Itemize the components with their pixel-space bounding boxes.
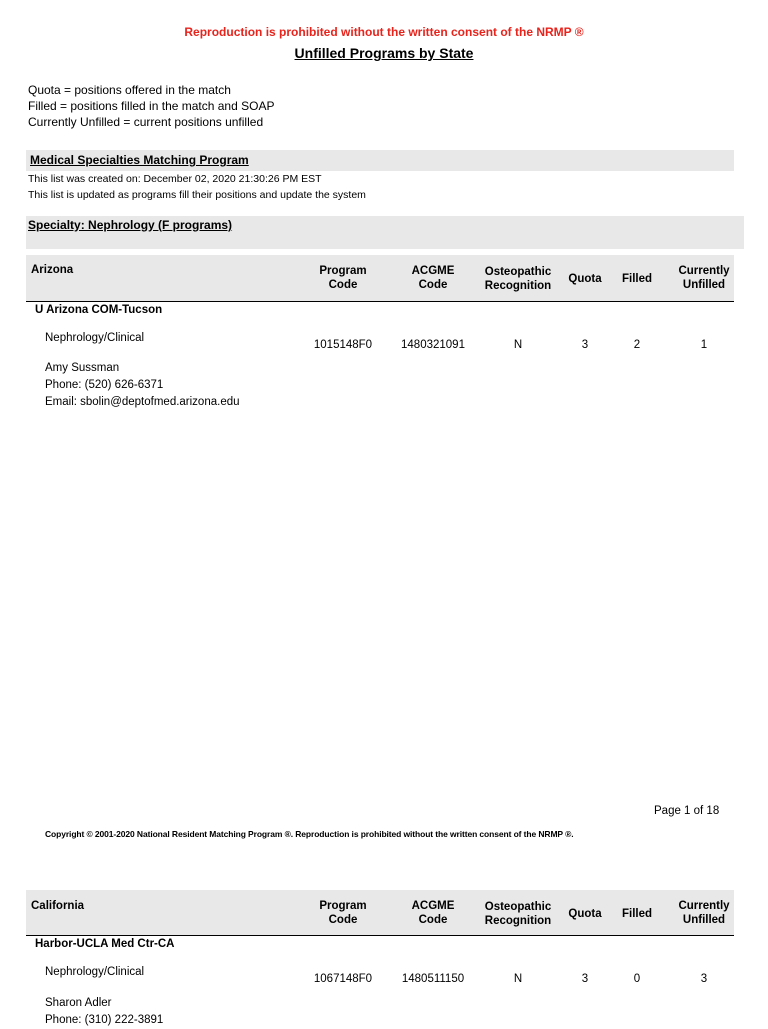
col-program-code (303, 264, 383, 292)
contact-name: Amy Sussman (45, 362, 120, 374)
col-program-code-line2: Code (328, 914, 358, 926)
col-quota-2: Quota (568, 908, 602, 920)
col-unfilled-2 (668, 899, 740, 927)
header-rule-california (26, 935, 734, 936)
contact-email[interactable]: Email: sbolin@deptofmed.arizona.edu (45, 396, 240, 408)
legend (28, 82, 274, 130)
report-title-text: Unfilled Programs by State (294, 45, 474, 61)
report-title (0, 45, 768, 61)
created-timestamp: This list was created on: December 02, 2020 21:30:26 PM EST (28, 173, 322, 185)
col-osteopathic-line1: Osteopathic (484, 901, 552, 913)
col-program-code-line1: Program (319, 265, 367, 277)
state-name-arizona: Arizona (31, 264, 74, 276)
contact-name: Sharon Adler (45, 997, 112, 1009)
legend-filled: Filled = positions filled in the match and SOAP (28, 99, 275, 113)
col-program-code-line1: Program (319, 900, 367, 912)
col-acgme-code-line1: ACGME (411, 900, 455, 912)
osteopathic-value: N (513, 339, 523, 351)
col-program-code-line2: Code (328, 279, 358, 291)
update-note: This list is updated as programs fill their positions and update the system (28, 189, 366, 201)
specialty-title: Specialty: Nephrology (F programs) (28, 218, 233, 232)
filled-value: 0 (633, 973, 641, 985)
col-unfilled-line2: Unfilled (682, 914, 726, 926)
filled-value: 2 (633, 339, 641, 351)
copyright-warning: Reproduction is prohibited without the written consent of the NRMP ® (184, 25, 584, 39)
quota-value: 3 (581, 973, 589, 985)
program-name: Nephrology/Clinical (45, 966, 145, 978)
col-unfilled (668, 264, 740, 292)
program-section-title: Medical Specialties Matching Program (30, 153, 249, 167)
col-osteopathic-line2: Recognition (484, 915, 552, 927)
institution-name: Harbor-UCLA Med Ctr-CA (35, 938, 175, 950)
col-osteopathic-line1: Osteopathic (484, 266, 552, 278)
col-filled-2: Filled (621, 908, 653, 920)
acgme-code-value: 1480511150 (401, 973, 465, 985)
unfilled-value: 1 (700, 339, 708, 351)
col-quota: Quota (568, 273, 602, 285)
legend-unfilled: Currently Unfilled = current positions unfilled (28, 115, 264, 129)
col-osteopathic (476, 265, 560, 293)
copyright-footer: Copyright © 2001-2020 National Resident Matching Program ®. Reproduction is prohibited without the written consent of the NRMP ®. (45, 829, 574, 839)
program-code-value: 1015148F0 (313, 339, 373, 351)
osteopathic-value: N (513, 973, 523, 985)
col-osteopathic-2 (476, 900, 560, 928)
program-code-value: 1067148F0 (313, 973, 373, 985)
col-osteopathic-line2: Recognition (484, 280, 552, 292)
col-acgme-code-line2: Code (418, 914, 448, 926)
col-filled: Filled (621, 273, 653, 285)
state-name-california: California (31, 900, 85, 912)
col-program-code-2 (303, 899, 383, 927)
col-acgme-code-2 (393, 899, 473, 927)
legend-quota: Quota = positions offered in the match (28, 83, 231, 97)
program-name: Nephrology/Clinical (45, 332, 145, 344)
col-unfilled-line1: Currently (678, 265, 730, 277)
header-rule-arizona (26, 301, 734, 302)
acgme-code-value: 1480321091 (401, 339, 465, 351)
contact-phone: Phone: (310) 222-3891 (45, 1014, 164, 1026)
col-unfilled-line2: Unfilled (682, 279, 726, 291)
col-acgme-code-line2: Code (418, 279, 448, 291)
institution-name: U Arizona COM-Tucson (35, 304, 163, 316)
col-acgme-code-line1: ACGME (411, 265, 455, 277)
contact-block (45, 360, 240, 411)
unfilled-value: 3 (700, 973, 708, 985)
page-number: Page 1 of 18 (654, 805, 720, 817)
col-unfilled-line1: Currently (678, 900, 730, 912)
col-acgme-code (393, 264, 473, 292)
contact-phone: Phone: (520) 626-6371 (45, 379, 164, 391)
quota-value: 3 (581, 339, 589, 351)
